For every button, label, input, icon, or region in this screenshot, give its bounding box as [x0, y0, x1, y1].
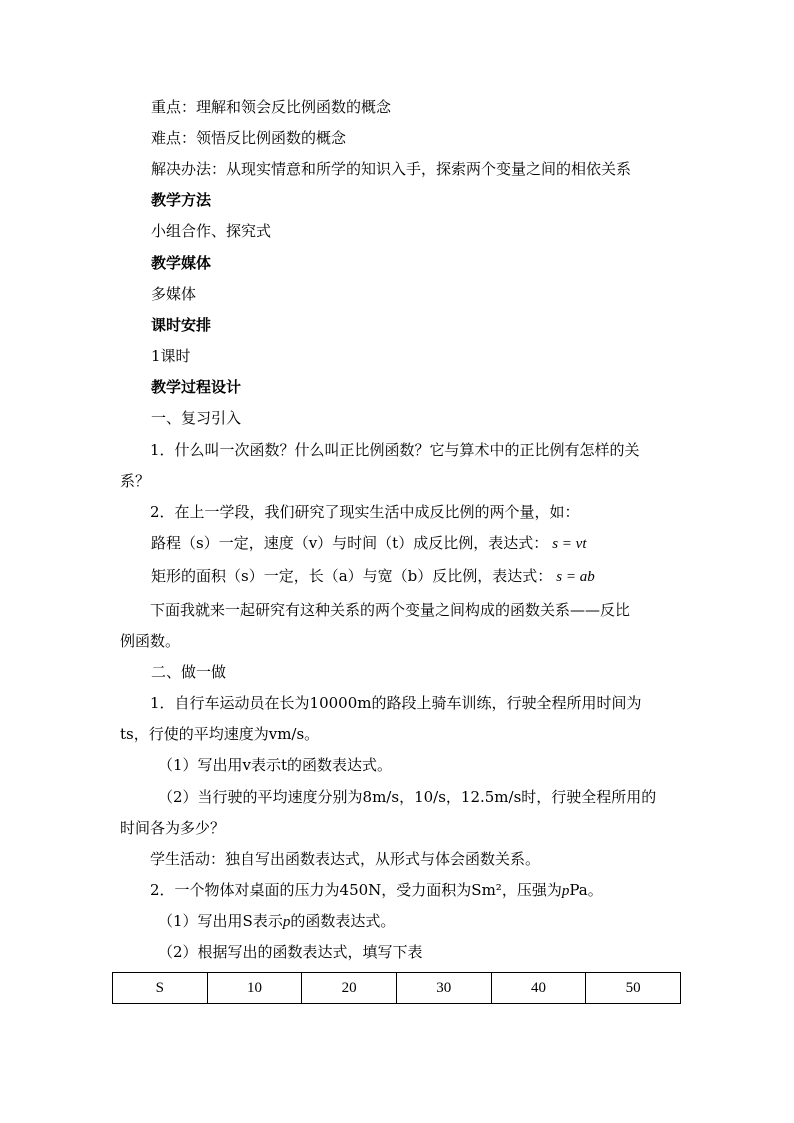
example-rectangle: [151, 566, 595, 587]
difficulty-line: 难点：领悟反比例函数的概念: [151, 129, 347, 147]
table-cell-header: S: [113, 973, 208, 1004]
problem-2-sub-2: （2）根据写出的函数表达式，填写下表: [158, 943, 423, 961]
problem-2-sub-1-text-a: （1）写出用S表示: [158, 912, 283, 930]
problem-2: [150, 880, 603, 901]
problem-1-line-1: 1．自行车运动员在长为10000m的路段上骑车训练，行驶全程所用时间为: [150, 694, 642, 712]
focus-line: 重点：理解和领会反比例函数的概念: [151, 98, 392, 116]
table-cell: 50: [586, 973, 681, 1004]
problem-2-sub-1-var-p: p: [282, 914, 291, 930]
media-heading: 教学媒体: [151, 254, 212, 272]
question-1-line-2: 系？: [120, 472, 151, 490]
example-distance-text: 路程（s）一定，速度（v）与时间（t）成反比例，表达式：: [151, 534, 549, 552]
problem-1-sub-2-line-2: 时间各为多少？: [120, 819, 226, 837]
solution-line: 解决办法：从现实情意和所学的知识入手，探索两个变量之间的相依关系: [151, 160, 632, 178]
table-cell: 10: [207, 973, 302, 1004]
table-row: [113, 973, 681, 1004]
table-cell: 40: [491, 973, 586, 1004]
problem-1-sub-1: （1）写出用v表示t的函数表达式。: [158, 756, 393, 774]
table-cell: 20: [302, 973, 397, 1004]
method-heading: 教学方法: [151, 191, 212, 209]
question-2: 2．在上一学段，我们研究了现实生活中成反比例的两个量，如：: [150, 503, 580, 521]
problem-2-sub-1: [158, 911, 395, 932]
student-activity: 学生活动：独自写出函数表达式，从形式与体会函数关系。: [150, 850, 541, 868]
intro-line-2: 例函数。: [120, 632, 181, 650]
table-cell: 30: [396, 973, 491, 1004]
formula-s-ab: s = ab: [556, 569, 595, 585]
intro-line-1: 下面我就来一起研究有这种关系的两个变量之间构成的函数关系——反比: [150, 601, 631, 619]
problem-1-line-2: ts，行使的平均速度为vm/s。: [120, 725, 320, 743]
problem-1-sub-2-line-1: （2）当行驶的平均速度分别为8m/s，10/s，12.5m/s时，行驶全程所用的: [158, 788, 657, 806]
s-value-table: [112, 972, 681, 1004]
process-heading: 教学过程设计: [151, 378, 242, 396]
method-text: 小组合作、探究式: [151, 222, 272, 240]
problem-2-text-a: 2．一个物体对桌面的压力为450N，受力面积为Sm²，压强为: [150, 881, 562, 899]
problem-2-var-p: p: [561, 883, 570, 899]
problem-2-sub-1-text-b: 的函数表达式。: [290, 912, 396, 930]
formula-s-vt: s = vt: [552, 536, 587, 552]
schedule-heading: 课时安排: [151, 316, 212, 334]
media-text: 多媒体: [151, 285, 197, 303]
section-review-heading: 一、复习引入: [151, 409, 242, 427]
section-do-heading: 二、做一做: [151, 663, 227, 681]
example-distance: [151, 533, 587, 554]
question-1-line-1: 1．什么叫一次函数？什么叫正比例函数？它与算术中的正比例有怎样的关: [150, 441, 640, 459]
schedule-text: 1课时: [151, 347, 191, 365]
problem-2-text-b: Pa。: [569, 881, 603, 899]
example-rectangle-text: 矩形的面积（s）一定，长（a）与宽（b）反比例，表达式：: [151, 567, 553, 585]
